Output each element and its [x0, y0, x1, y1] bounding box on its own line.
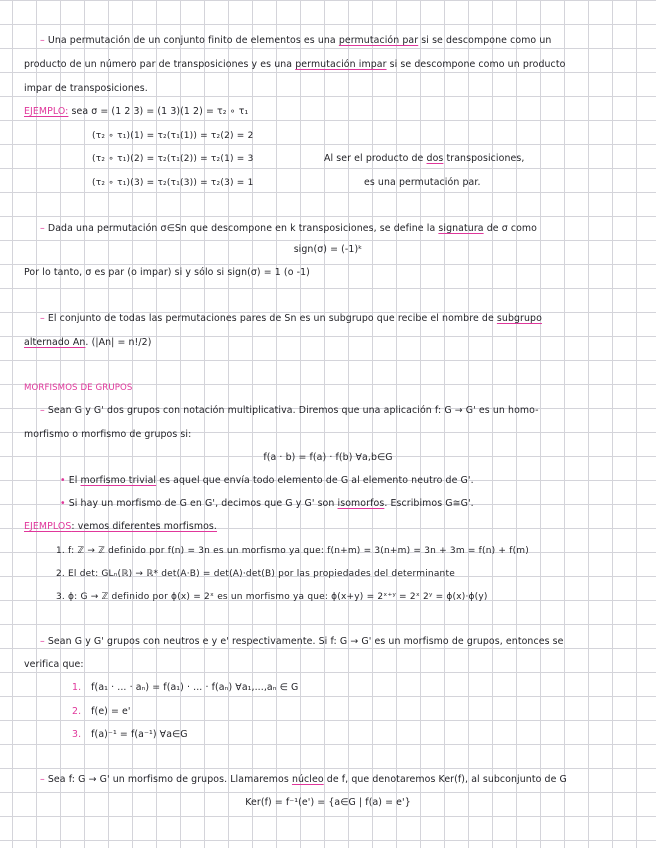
- example-label: EJEMPLO:: [24, 106, 69, 117]
- example-step-2: (τ₂ ∘ τ₁)(2) = τ₂(τ₁(2)) = τ₂(1) = 3: [92, 154, 254, 164]
- dash-marker: –: [40, 636, 45, 647]
- formula-morphism: f(a · b) = f(a) · f(b) ∀a,b∈G: [263, 452, 393, 463]
- formula-kernel: Ker(f) = f⁻¹(e') = {a∈G | f(a) = e'}: [245, 797, 411, 808]
- formula-signature: sign(σ) = (-1)ᵏ: [293, 244, 363, 255]
- dash-marker: –: [40, 774, 45, 785]
- para-signature-parity: Por lo tanto, σ es par (o impar) si y sólo si sign(σ) = 1 (o -1): [24, 267, 310, 278]
- para-permutation-definition-line3: impar de transposiciones.: [24, 83, 148, 94]
- dash-marker: –: [40, 35, 45, 46]
- example-sigma-line: EJEMPLO: sea σ = (1 2 3) = (1 3)(1 2) = τ₂ ∘ τ₁: [24, 106, 249, 117]
- morphism-example-3: 3. ϕ: G → ℤ definido por ϕ(x) = 2ˣ es un morfismo ya que: ϕ(x+y) = 2ˣ⁺ʸ = 2ˣ 2ʸ = ϕ(x)·ϕ(y): [56, 592, 488, 602]
- bullet-trivial-morphism: • El morfismo trivial es aquel que envía todo elemento de G al elemento neutro de G'.: [60, 475, 474, 486]
- bullet-dot-icon: •: [60, 498, 66, 509]
- examples-morphisms-label: EJEMPLOS: vemos diferentes morfismos.: [24, 521, 217, 532]
- dash-marker: –: [40, 405, 45, 416]
- example-step-3: (τ₂ ∘ τ₁)(3) = τ₂(τ₁(3)) = τ₂(3) = 1: [92, 178, 254, 188]
- morphism-example-2: 2. El det: GLₙ(ℝ) → ℝ* det(A·B) = det(A)·det(B) por las propiedades del determinante: [56, 569, 455, 579]
- para-morphism-definition-line1: – Sean G y G' dos grupos con notación multiplicativa. Diremos que una aplicación f: G → G' es un homo-: [40, 405, 539, 416]
- property-1: 1. f(a₁ · ... · aₙ) = f(a₁) · ... · f(aₙ) ∀a₁,...,aₙ ∈ G: [72, 682, 299, 693]
- example-note-line1: Al ser el producto de dos transposiciones,: [324, 153, 525, 164]
- para-alternating-group-line2: alternado An. (|An| = n!/2): [24, 337, 152, 348]
- example-step-1: (τ₂ ∘ τ₁)(1) = τ₂(τ₁(1)) = τ₂(2) = 2: [92, 131, 254, 141]
- dash-marker: –: [40, 223, 45, 234]
- morphism-example-1: 1. f: ℤ → ℤ definido por f(n) = 3n es un morfismo ya que: f(n+m) = 3(n+m) = 3n + 3m = f(n) + f(m): [56, 546, 529, 556]
- para-morphism-properties-line2: verifica que:: [24, 659, 84, 670]
- para-permutation-definition-line2: producto de un número par de transposiciones y es una permutación impar si se descompone como un producto: [24, 59, 566, 70]
- dash-marker: –: [40, 313, 45, 324]
- para-kernel-definition: – Sea f: G → G' un morfismo de grupos. Llamaremos núcleo de f, que denotaremos Ker(f), al subconjunto de G: [40, 774, 567, 785]
- heading-group-morphisms: MORFISMOS DE GRUPOS: [24, 383, 133, 393]
- property-3: 3. f(a)⁻¹ = f(a⁻¹) ∀a∈G: [72, 729, 188, 740]
- example-note-line2: es una permutación par.: [364, 177, 481, 188]
- para-morphism-properties-line1: – Sean G y G' grupos con neutros e y e' respectivamente. Si f: G → G' es un morfismo de grupos, entonces se: [40, 636, 564, 647]
- property-2: 2. f(e) = e': [72, 706, 131, 717]
- para-permutation-definition-line1: – Una permutación de un conjunto finito de elementos es una permutación par si se descompone como un: [40, 35, 552, 46]
- para-signature-definition: – Dada una permutación σ∈Sn que descompone en k transposiciones, se define la signatura de σ como: [40, 223, 537, 234]
- bullet-dot-icon: •: [60, 475, 66, 486]
- para-alternating-group-line1: – El conjunto de todas las permutaciones pares de Sn es un subgrupo que recibe el nombre de subgrupo: [40, 313, 542, 324]
- para-morphism-definition-line2: morfismo o morfismo de grupos si:: [24, 429, 192, 440]
- bullet-isomorphic: • Si hay un morfismo de G en G', decimos que G y G' son isomorfos. Escribimos G≅G'.: [60, 498, 474, 509]
